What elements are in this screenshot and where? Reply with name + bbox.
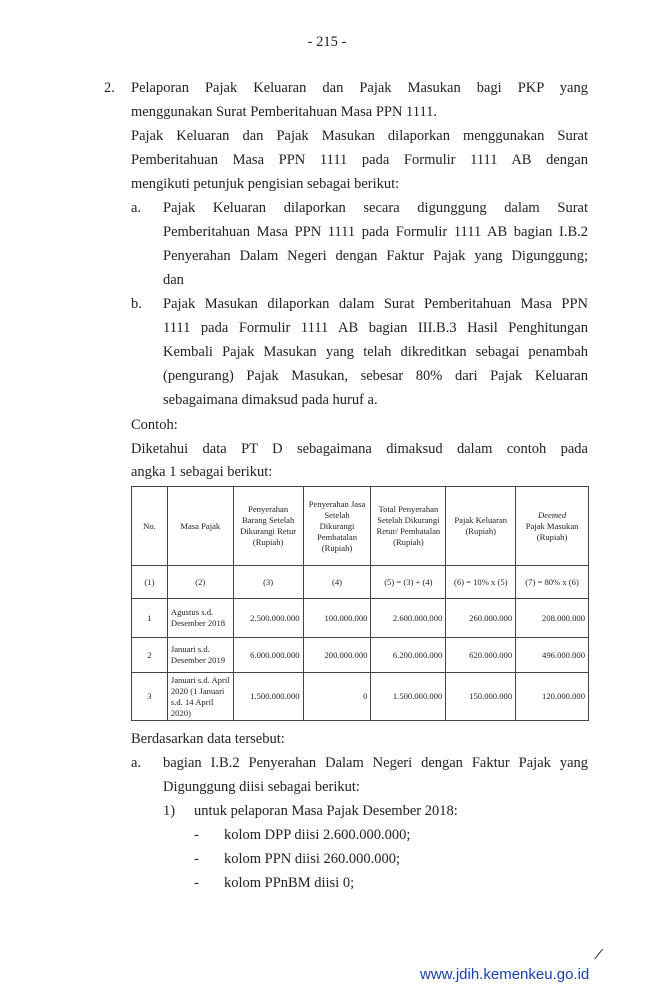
cell-value: 496.000.000 <box>516 638 589 673</box>
cell-value: 1.500.000.000 <box>371 673 446 721</box>
cell-value: 208.000.000 <box>516 599 589 638</box>
sub1-label: 1) <box>163 803 176 819</box>
header-row <box>132 487 589 566</box>
header-cell: Pajak Keluaran (Rupiah) <box>446 487 516 566</box>
header-cell: Penyerahan Barang Setelah Dikurangi Retur (Rupiah) <box>233 487 303 566</box>
after-a-row <box>0 751 654 775</box>
subitem-a-line: dan <box>163 272 184 288</box>
subitem-a-label: a. <box>131 200 142 216</box>
item-title-line: menggunakan Surat Pemberitahuan Masa PPN 1111. <box>131 104 438 120</box>
after-a-label: a. <box>131 755 142 771</box>
cell-no: 1 <box>132 599 168 638</box>
cell-no: 3 <box>132 673 168 721</box>
cell-value: 120.000.000 <box>516 673 589 721</box>
cell-value: 2.600.000.000 <box>371 599 446 638</box>
intro-line: Pajak Keluaran dan Pajak Masukan dilaporkan menggunakan Surat <box>131 128 588 144</box>
footer-url[interactable]: www.jdih.kemenkeu.go.id <box>420 966 590 983</box>
bullet-line: kolom PPN diisi 260.000.000; <box>224 851 401 867</box>
after-table-section <box>0 727 654 895</box>
cell-value: 620.000.000 <box>446 638 516 673</box>
cell-masa: Agustus s.d. Desember 2018 <box>167 599 233 638</box>
berdasarkan-text: Berdasarkan data tersebut: <box>131 731 285 747</box>
dash: - <box>194 875 199 891</box>
index-cell: (4) <box>303 566 371 599</box>
deemed-label: Deemed <box>537 509 567 520</box>
index-cell: (7) = 80% x (6) <box>516 566 589 599</box>
subitem-b-line: Pajak Masukan dilaporkan dalam Surat Pemberitahuan Masa PPN <box>163 296 588 312</box>
cell-no: 2 <box>132 638 168 673</box>
cell-masa: Januari s.d. April 2020 (1 Januari s.d. 14 April 2020) <box>167 673 233 721</box>
dash: - <box>194 827 199 843</box>
subitem-a-line: Pemberitahuan Masa PPN 1111 pada Formulir 1111 AB bagian I.B.2 <box>163 224 588 240</box>
cell-value: 0 <box>303 673 371 721</box>
index-cell: (1) <box>132 566 168 599</box>
dash: - <box>194 851 199 867</box>
header-cell: Total Penyerahan Setelah Dikurangi Retur/ Pembatalan (Rupiah) <box>371 487 446 566</box>
bullet-line: kolom DPP diisi 2.600.000.000; <box>224 827 411 843</box>
diketahui-line: Diketahui data PT D sebagaimana dimaksud dalam contoh pada <box>131 441 588 457</box>
subitem-a-line: Pajak Keluaran dilaporkan secara digunggung dalam Surat <box>163 200 588 216</box>
bullet-line: kolom PPnBM diisi 0; <box>224 875 355 891</box>
cell-value: 100.000.000 <box>303 599 371 638</box>
intro-line: mengikuti petunjuk pengisian sebagai berikut: <box>131 176 400 192</box>
subitem-b-line: 1111 pada Formulir 1111 AB bagian III.B.3 Hasil Penghitungan <box>163 320 588 336</box>
subitem-b-label: b. <box>131 296 142 312</box>
index-row <box>132 566 589 599</box>
subitem-b-line: Kembali Pajak Masukan yang telah dikreditkan sebagai penambah <box>163 344 588 360</box>
berdasarkan-row <box>0 727 654 751</box>
table-row <box>132 673 589 721</box>
cell-value: 1.500.000.000 <box>233 673 303 721</box>
after-a-line: bagian I.B.2 Penyerahan Dalam Negeri dengan Faktur Pajak yang <box>163 755 588 771</box>
item-title-line: Pelaporan Pajak Keluaran dan Pajak Masukan bagi PKP yang <box>131 80 588 96</box>
item-number: 2. <box>104 80 115 96</box>
index-cell: (5) = (3) + (4) <box>371 566 446 599</box>
diketahui-line: angka 1 sebagai berikut: <box>131 464 273 480</box>
header-cell: No. <box>132 487 168 566</box>
contoh-label: Contoh: <box>131 417 178 433</box>
header-text: Pajak Masukan (Rupiah) <box>525 520 579 542</box>
index-cell: (6) = 10% x (5) <box>446 566 516 599</box>
table-and-following-section <box>0 486 654 895</box>
data-table <box>131 486 589 721</box>
bullet-row <box>0 823 654 847</box>
header-cell: Penyerahan Jasa Setelah Dikurangi Pembatalan (Rupiah) <box>303 487 371 566</box>
sub1-row <box>0 799 654 823</box>
subitem-a-line: Penyerahan Dalam Negeri dengan Faktur Pajak yang Digunggung; <box>163 248 588 264</box>
header-cell: Masa Pajak <box>167 487 233 566</box>
paraf-mark: / <box>592 943 605 965</box>
intro-line: Pemberitahuan Masa PPN 1111 pada Formulir 1111 AB dengan <box>131 152 588 168</box>
header-cell <box>516 487 589 566</box>
index-cell: (2) <box>167 566 233 599</box>
cell-value: 6.200.000.000 <box>371 638 446 673</box>
cell-value: 2.500.000.000 <box>233 599 303 638</box>
cell-masa: Januari s.d. Desember 2019 <box>167 638 233 673</box>
subitem-b-line: (pengurang) Pajak Masukan, sebesar 80% dari Pajak Keluaran <box>163 368 588 384</box>
table-row <box>132 599 589 638</box>
page-number: - 215 - <box>307 34 347 50</box>
subitem-b-line: sebagaimana dimaksud pada huruf a. <box>163 392 378 408</box>
cell-value: 150.000.000 <box>446 673 516 721</box>
index-cell: (3) <box>233 566 303 599</box>
cell-value: 200.000.000 <box>303 638 371 673</box>
bullet-row <box>0 847 654 871</box>
after-a-line: Digunggung diisi sebagai berikut: <box>163 779 360 795</box>
cell-value: 6.000.000.000 <box>233 638 303 673</box>
after-a-row <box>0 775 654 799</box>
bullet-row <box>0 871 654 895</box>
sub1-text: untuk pelaporan Masa Pajak Desember 2018: <box>194 803 458 819</box>
cell-value: 260.000.000 <box>446 599 516 638</box>
table-row <box>132 638 589 673</box>
